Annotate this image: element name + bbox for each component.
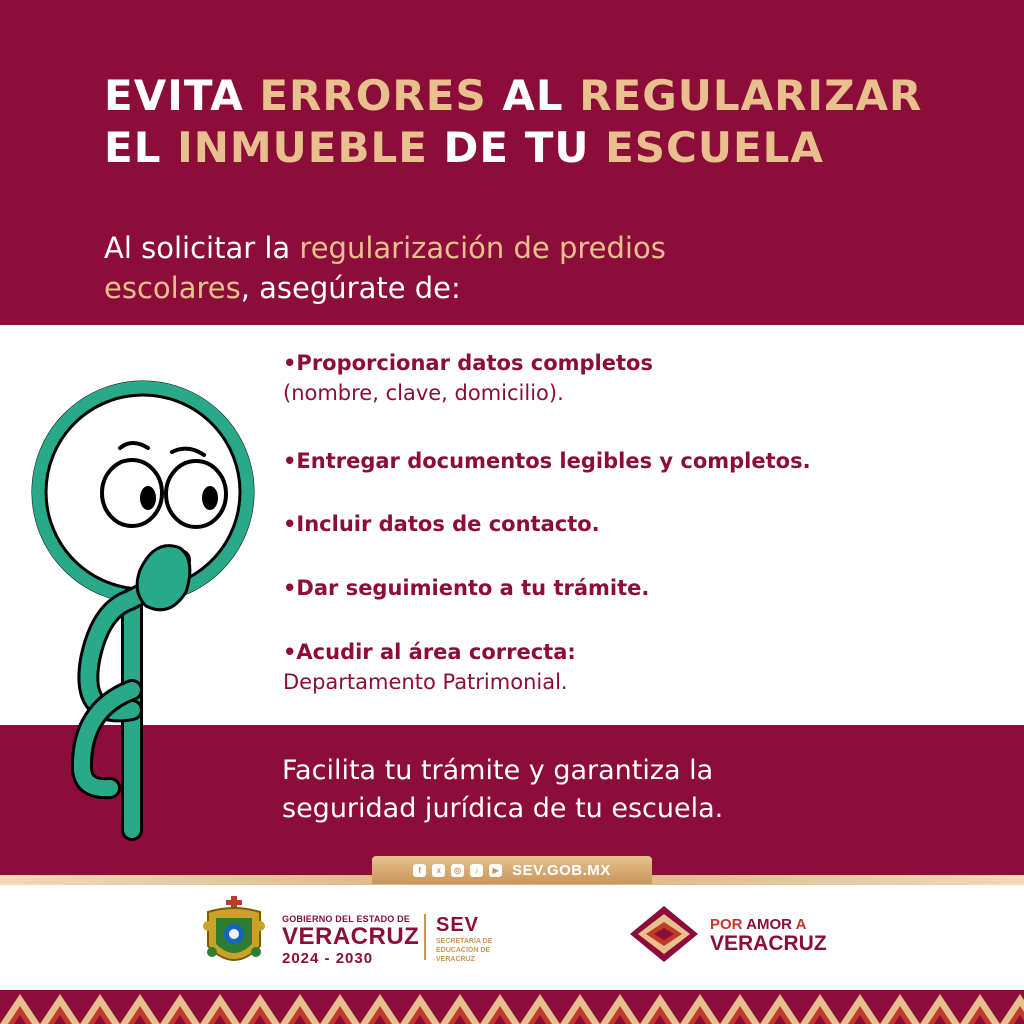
list-item xyxy=(283,446,1003,476)
sev-title: SEV xyxy=(436,914,480,936)
website-pill[interactable] xyxy=(372,856,652,884)
website-link[interactable]: SEV.GOB.MX xyxy=(512,861,611,879)
headline xyxy=(104,70,984,174)
list-item-detail: Departamento Patrimonial. xyxy=(283,670,568,694)
closing-line: seguridad jurídica de tu escuela. xyxy=(282,793,724,824)
headline-accent-word: REGULARIZAR xyxy=(579,71,923,120)
closing-text xyxy=(282,752,962,828)
logo-divider xyxy=(424,914,426,960)
list-item-title: •Dar seguimiento a tu trámite. xyxy=(283,576,650,600)
headline-line-2 xyxy=(104,122,984,174)
list-item xyxy=(283,509,1003,539)
headline-word: EL xyxy=(104,123,178,172)
list-item-title: •Acudir al área correcta: xyxy=(283,640,576,664)
por-amor-a-veracruz-logo-icon xyxy=(628,904,700,964)
amor-line-1 xyxy=(710,916,850,933)
list-item-detail: (nombre, clave, domicilio). xyxy=(283,381,564,405)
instagram-icon[interactable]: ◎ xyxy=(451,864,464,877)
headline-accent-word: ESCUELA xyxy=(605,123,824,172)
headline-word: AL xyxy=(486,71,580,120)
x-icon[interactable]: x xyxy=(432,864,445,877)
tiktok-icon[interactable]: ♪ xyxy=(470,864,483,877)
headline-word: DE TU xyxy=(427,123,606,172)
sev-subtitle: SECRETARÍA DE EDUCACIÓN DE VERACRUZ xyxy=(436,938,493,963)
headline-accent-word: INMUEBLE xyxy=(177,123,428,172)
amor-word-bold: AMOR xyxy=(746,916,792,933)
gov-state-name: VERACRUZ xyxy=(282,923,420,950)
youtube-icon[interactable]: ▶ xyxy=(489,864,502,877)
list-item xyxy=(283,348,1003,408)
headline-line-1 xyxy=(104,70,984,122)
gov-term: 2024 - 2030 xyxy=(282,950,374,967)
intro-part: , asegúrate de: xyxy=(240,271,461,305)
decorative-border-pattern xyxy=(0,990,1024,1024)
list-item xyxy=(283,573,1003,603)
por-amor-a-veracruz-text xyxy=(710,916,850,955)
intro-part: Al solicitar la xyxy=(104,231,300,265)
list-item-title: •Entregar documentos legibles y completos. xyxy=(283,449,811,473)
facebook-icon[interactable]: f xyxy=(413,864,426,877)
intro-text xyxy=(104,228,924,308)
closing-line: Facilita tu trámite y garantiza la xyxy=(282,755,714,786)
amor-word: POR xyxy=(710,916,747,933)
intro-accent: escolares xyxy=(104,271,241,305)
government-logo-text xyxy=(282,914,422,967)
list-item-title: •Proporcionar datos completos xyxy=(283,351,653,375)
veracruz-coat-of-arms-icon xyxy=(202,896,266,974)
gov-subtitle: GOBIERNO DEL ESTADO DE xyxy=(282,914,411,924)
intro-accent: regularización de predios xyxy=(299,231,666,265)
thinking-mascot-illustration xyxy=(20,360,280,850)
headline-word: EVITA xyxy=(104,71,260,120)
headline-accent-word: ERRORES xyxy=(259,71,487,120)
sev-logo-text xyxy=(436,914,536,964)
amor-line-2: VERACRUZ xyxy=(710,932,827,955)
list-item xyxy=(283,637,1003,697)
list-item-title: •Incluir datos de contacto. xyxy=(283,512,600,536)
amor-word: A xyxy=(791,916,807,933)
